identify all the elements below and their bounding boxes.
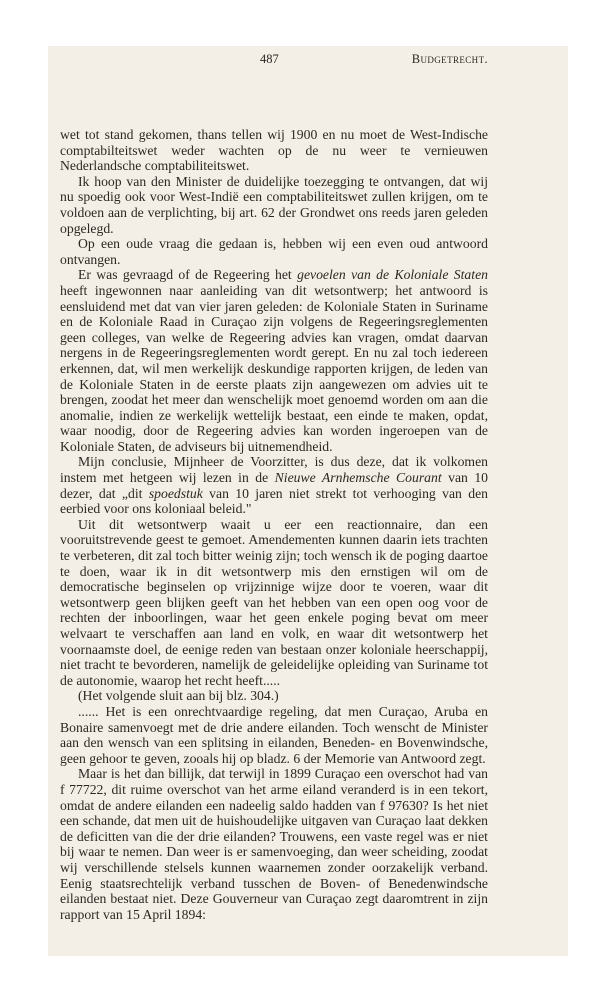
running-title: Budgetrecht. — [411, 52, 488, 66]
paragraph: Er was gevraagd of de Regeering het gevoelen van de Koloniale Staten heeft ingewonnen naar aanleiding van dit wetsontwerp; het antwoord is eensluidend met dat van vier jaren geleden: de Koloniale Staten in Suriname en de Koloniale Raad in Curaçao zijn volgens de Regeeringsreglementen geen colleges, van welke de Regeering advies kan vragen, omdat daarvan nergens in de Regeeringsreglementen wordt gerept. En nu zal toch iedereen erkennen, dat, wil men werkelijk deskundige rapporten krijgen, de leden van de Koloniale Staten in de eerste plaats zijn aangewezen om advies uit te brengen, zoodat het meer dan wenschelijk moet genoemd worden om aan die anomalie, indien ze werkelijk wettelijk bestaat, een einde te maken, opdat, waar noodig, door de Regeering advies kan worden ingeroepen van de Koloniale Staten, de adviseurs bij uitnemendheid. — [60, 267, 488, 454]
emphasis: gevoelen van de Koloniale Staten — [297, 267, 488, 283]
paragraph: (Het volgende sluit aan bij blz. 304.) — [78, 688, 279, 704]
paragraph: Mijn conclusie, Mijnheer de Voorzitter, is dus deze, dat ik volkomen instem met hetgeen wij lezen in de Nieuwe Arnhemsche Courant van 10 dezer, dat „dit spoedstuk van 10 jaren niet strekt tot verhooging van den eerbied voor ons koloniaal beleid." — [60, 454, 489, 517]
emphasis: Nieuwe Arnhemsche Courant — [274, 470, 442, 486]
paragraph: ...... Het is een onrechtvaardige regeling, dat men Curaçao, Aruba en Bonaire samenvoegt met de drie andere eilanden. Toch wenscht de Minister aan den wensch van een splitsing in eilanden, Beneden- en Bovenwindsche, geen gehoor te geven, zooals hij op bladz. 6 der Memorie van Antwoord zegt. — [60, 703, 488, 766]
paragraph: Maar is het dan billijk, dat terwijl in 1899 Curaçao een overschot had van f 77722, dit ruime overschot van het arme eiland veranderd is in een tekort, omdat de andere eilanden een nadeelig saldo hadden van f 97630? Is het niet een schande, dat men uit de huishoudelijke uitgaven van Curaçao laat dekken de deficitten van die der drie eilanden? Trouwens, een vaste regel was er niet bij waar te nemen. Dan weer is er samenvoeging, dan weer scheiding, zoodat wij verschillende stelsels kunnen waarnemen zonder oorzakelijk verband. Eenig staatsrechtelijk verband tusschen de Boven- of Benedenwindsche eilanden bestaat niet. Deze Gouverneur van Curaçao zegt daaromtrent in zijn rapport van 15 April 1894: — [60, 766, 488, 922]
emphasis: spoedstuk — [148, 485, 203, 501]
paragraph: Op een oude vraag die gedaan is, hebben wij een even oud antwoord ontvangen. — [60, 236, 488, 267]
paragraph: Ik hoop van den Minister de duidelijke toezegging te ontvangen, dat wij nu spoedig ook voor West-Indië een comptabiliteitswet zullen krijgen, om te voldoen aan de verplichting, bij art. 62 der Grondwet ons reeds jaren geleden opgelegd. — [60, 173, 488, 236]
paragraph: wet tot stand gekomen, thans tellen wij 1900 en nu moet de West-Indische comptabilteitswet weder wachten op de nu weer te vernieuwen Nederlandsche comptabiliteitswet. — [60, 127, 488, 174]
page-header — [60, 52, 488, 72]
body-text — [60, 127, 488, 922]
paragraph: Uit dit wetsontwerp waait u eer een reactionnaire, dan een vooruitstrevende geest te gemoet. Amendementen kunnen daarin iets trachten te verbeteren, dit zal toch bitter weinig zijn; toch wensch ik de poging daartoe te doen, waar ik in dit wetsontwerp mis den ernstigen wil om de democratische beginselen op vrijzinnige wijze door te voeren, waar dit wetsontwerp geen blijken geeft van het hebben van een open oog voor de rechten der inboorlingen, waar het geen enkele poging bevat om meer welvaart te verschaffen aan land en volk, en waar dit wetsontwerp het voornaamste doel, de eenige reden van bestaan onzer koloniale heerschappij, niet tracht te bevorderen, namelijk de geleidelijke opleiding van Suriname tot de autonomie, waarop het recht heeft..... — [60, 516, 488, 688]
page-number: 487 — [260, 52, 279, 66]
